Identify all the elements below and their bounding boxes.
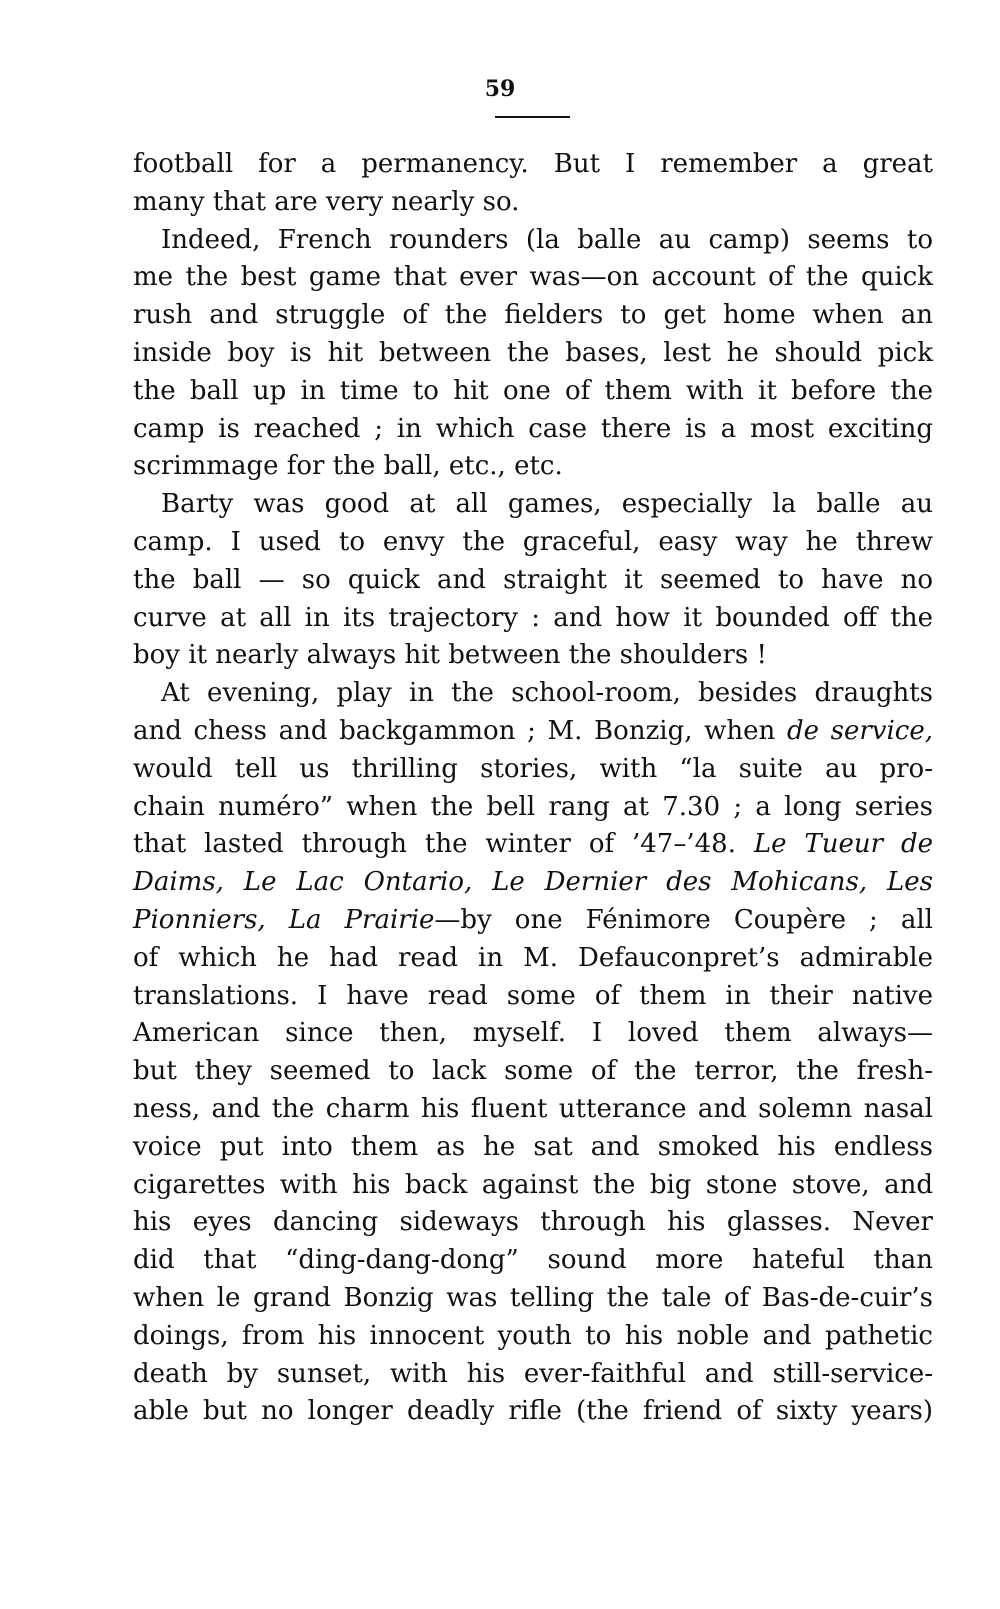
text-line: the ball — so quick and straight it seemed to have no — [133, 564, 933, 595]
text-line: camp. I used to envy the graceful, easy way he threw — [133, 526, 933, 557]
text-span: —by one Fénimore Coupère ; all — [434, 904, 933, 935]
text-line — [133, 902, 933, 940]
text-line: death by sunset, with his ever-faithful and still-service- — [133, 1358, 933, 1389]
text-line: football for a permanency. But I remember a great — [133, 149, 933, 179]
text-line: would tell us thrilling stories, with “la suite au pro- — [133, 753, 933, 784]
text-line: ness, and the charm his fluent utterance and solemn nasal — [133, 1093, 933, 1124]
text-line: did that “ding-dang-dong” sound more hateful than — [133, 1245, 933, 1276]
italic-text: Pionniers, La Prairie — [133, 904, 435, 935]
page-number: 59 — [484, 76, 516, 102]
text-line: but they seemed to lack some of the terror, the fresh- — [133, 1056, 933, 1087]
text-line: able but no longer deadly rifle (the friend of sixty years) — [133, 1396, 933, 1427]
text-span: that lasted through the winter of ’47–’48. — [133, 829, 754, 860]
text-line: Barty was good at all games, especially la balle au — [161, 489, 933, 520]
text-line: voice put into them as he sat and smoked his endless — [133, 1131, 933, 1162]
text-line: his eyes dancing sideways through his glasses. Never — [133, 1207, 933, 1238]
text-line: scrimmage for the ball, etc., etc. — [133, 451, 563, 482]
text-line: inside boy is hit between the bases, lest he should pick — [133, 337, 933, 368]
text-line — [133, 713, 933, 751]
text-line: cigarettes with his back against the big stone stove, and — [133, 1169, 933, 1200]
text-line: the ball up in time to hit one of them with it before the — [133, 375, 933, 406]
text-line: translations. I have read some of them in their native — [133, 980, 933, 1011]
italic-text: Le Tueur de — [753, 829, 933, 860]
text-line — [133, 864, 933, 902]
text-line: Indeed, French rounders (la balle au camp) seems to — [161, 224, 933, 255]
text-line: chain numéro” when the bell rang at 7.30 ; a long series — [133, 791, 933, 822]
italic-text: de service, — [786, 715, 933, 746]
text-line: many that are very nearly so. — [133, 186, 520, 217]
italic-text: Daims, Le Lac Ontario, Le Dernier des Mohicans, Les — [133, 867, 933, 898]
text-line: boy it nearly always hit between the shoulders ! — [133, 640, 767, 671]
text-line: me the best game that ever was—on account of the quick — [133, 262, 933, 293]
text-line: American since then, myself. I loved them always— — [133, 1018, 933, 1049]
text-line: when le grand Bonzig was telling the tale of Bas-de-cuir’s — [133, 1282, 933, 1313]
text-line: camp is reached ; in which case there is a most exciting — [133, 413, 933, 444]
text-line: curve at all in its trajectory : and how it bounded off the — [133, 602, 933, 633]
body-text — [133, 146, 933, 1431]
text-line: doings, from his innocent youth to his noble and pathetic — [133, 1320, 933, 1351]
header-rule — [495, 116, 570, 118]
text-line: rush and struggle of the fielders to get home when an — [133, 300, 933, 331]
text-span: and chess and backgammon ; M. Bonzig, when — [133, 715, 787, 746]
text-line: of which he had read in M. Defauconpret’s admirable — [133, 942, 933, 973]
text-line — [133, 826, 933, 864]
text-line: At evening, play in the school-room, besides draughts — [161, 678, 933, 709]
